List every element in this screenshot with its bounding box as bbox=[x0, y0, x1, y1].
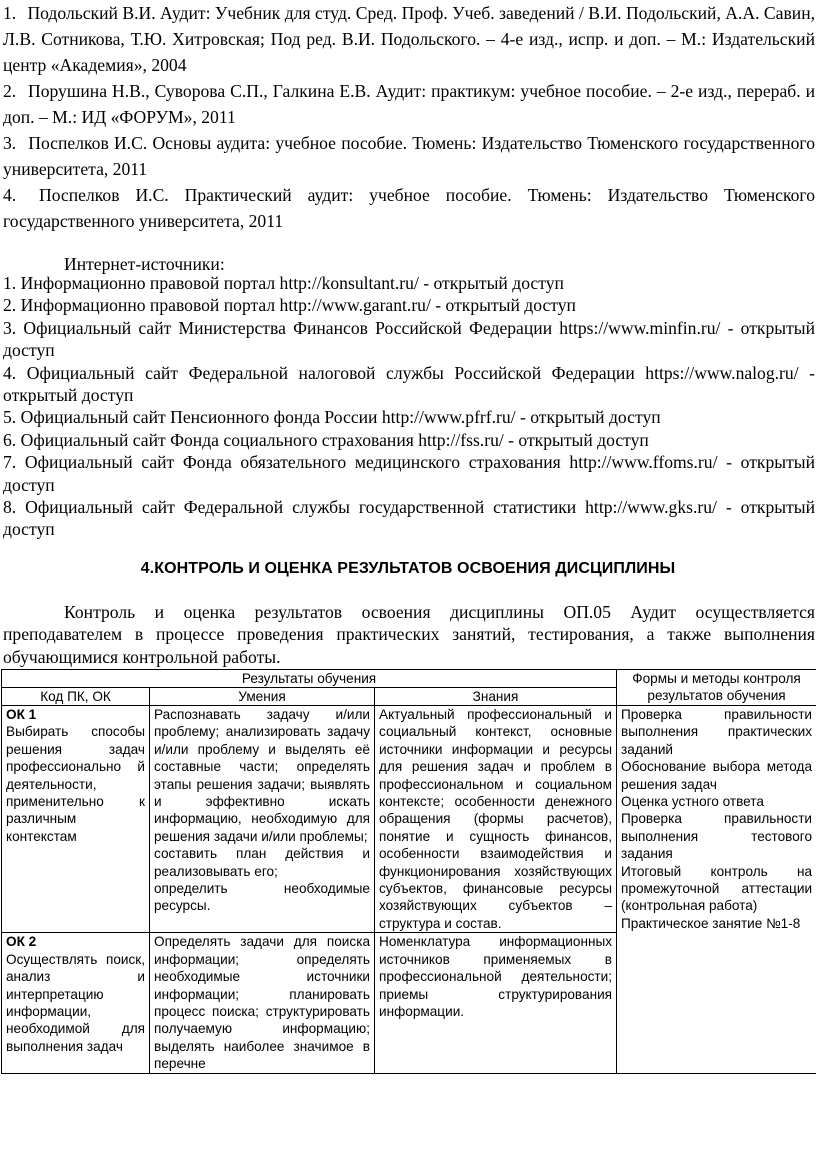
section-heading: 4.КОНТРОЛЬ И ОЦЕНКА РЕЗУЛЬТАТОВ ОСВОЕНИЯ ДИСЦИПЛИНЫ bbox=[140, 560, 676, 577]
competency-description: Осуществлять поиск, анализ и интерпретацию информации, необходимой для выполнения задач bbox=[6, 951, 145, 1054]
form-item: Оценка устного ответа bbox=[621, 794, 764, 810]
header-forms: Формы и методы контроля результатов обучения bbox=[617, 670, 816, 706]
form-item: Проверка правильности выполнения тестового задания bbox=[621, 811, 813, 862]
header-skills: Умения bbox=[150, 688, 375, 706]
internet-source-item: 4. Официальный сайт Федеральной налоговой службы Российской Федерации https://www.nalog.ru/ - открытый доступ bbox=[3, 362, 815, 406]
skills-cell: Распознавать задачу и/или проблему; анализировать задачу и/или проблему и выделять её составные части; определять этапы решения задачи; выявлять и эффективно искать информацию, необходимую для решения задачи и/или проблемы; составить план действия и реализовывать его; определить необходимые ресурсы. bbox=[150, 706, 375, 933]
competency-code: ОК 2 bbox=[6, 934, 37, 950]
form-item: Итоговый контроль на промежуточной аттестации (контрольная работа) bbox=[621, 863, 813, 914]
internet-source-item: 3. Официальный сайт Министерства Финансов Российской Федерации https://www.minfin.ru/ - открытый доступ bbox=[3, 317, 815, 361]
reference-list bbox=[3, 0, 815, 234]
internet-source-item: 1. Информационно правовой портал http://konsultant.ru/ - открытый доступ bbox=[3, 273, 564, 293]
table-header-row bbox=[2, 670, 816, 688]
reference-item: 4. Поспелков И.С. Практический аудит: учебное пособие. Тюмень: Издательство Тюменского государственного университета, 2011 bbox=[3, 185, 815, 231]
knowledge-cell: Актуальный профессиональный и социальный контекст, основные источники информации и ресурсы для решения задач и проблем в профессиональном и социальном контексте; особенности денежного обращения (формы расчетов), понятие и сущность финансов, особенности взаимодействия и функционирования хозяйствующих субъектов, финансовые ресурсы хозяйствующих субъектов – структура и состав. bbox=[375, 706, 617, 933]
header-results: Результаты обучения bbox=[2, 670, 617, 688]
competency-code: ОК 1 bbox=[6, 707, 37, 722]
internet-source-item: 5. Официальный сайт Пенсионного фонда России http://www.pfrf.ru/ - открытый доступ bbox=[3, 407, 661, 428]
code-cell bbox=[2, 706, 150, 933]
reference-item: 2. Порушина Н.В., Суворова С.П., Галкина Е.В. Аудит: практикум: учебное пособие. – 2-е изд., перераб. и доп. – М.: ИД «ФОРУМ», 2011 bbox=[3, 81, 815, 127]
internet-sources-title: Интернет-источники: bbox=[64, 254, 225, 274]
form-item: Практическое занятие №1-8 bbox=[621, 915, 801, 931]
internet-source-item: 8. Официальный сайт Федеральной службы государственной статистики http://www.gks.ru/ - открытый доступ bbox=[3, 497, 815, 540]
forms-cell bbox=[617, 706, 816, 1074]
competency-description: Выбирать способы решения задач профессионально й деятельности, применительно к различным контекстам bbox=[6, 724, 145, 844]
reference-item: 3. Поспелков И.С. Основы аудита: учебное пособие. Тюмень: Издательство Тюменского государственного университета, 2011 bbox=[3, 133, 815, 179]
intro-paragraph: Контроль и оценка результатов освоения дисциплины ОП.05 Аудит осуществляется преподавателем в процессе проведения практических занятий, тестирования, а также выполнения обучающимися контрольной работы. bbox=[3, 602, 815, 667]
form-item: Проверка правильности выполнения практических заданий bbox=[621, 707, 813, 757]
internet-source-list bbox=[3, 272, 815, 541]
header-code: Код ПК, ОК bbox=[2, 688, 150, 706]
code-cell bbox=[2, 933, 150, 1073]
reference-item: 1. Подольский В.И. Аудит: Учебник для студ. Сред. Проф. Учеб. заведений / В.И. Подольский, А.А. Савин, Л.В. Сотникова, Т.Ю. Хитровская; Под ред. В.И. Подольского. – 4-е изд., испр. и доп. – М.: Издательский центр «Академия», 2004 bbox=[3, 3, 816, 75]
internet-source-item: 6. Официальный сайт Фонда социального страхования http://fss.ru/ - открытый доступ bbox=[3, 429, 649, 450]
table-row bbox=[2, 706, 816, 933]
header-knowledge: Знания bbox=[375, 688, 617, 706]
internet-source-item: 7. Официальный сайт Фонда обязательного медицинского страхования http://www.ffoms.ru/ - открытый доступ bbox=[3, 452, 815, 495]
skills-cell: Определять задачи для поиска информации; определять необходимые источники информации; планировать процесс поиска; структурировать получаемую информацию; выделять наиболее значимое в перечне bbox=[150, 933, 375, 1073]
results-table bbox=[1, 669, 816, 1074]
knowledge-cell: Номенклатура информационных источников применяемых в профессиональной деятельности; приемы структурирования информации. bbox=[375, 933, 617, 1073]
form-item: Обоснование выбора метода решения задач bbox=[621, 759, 813, 792]
internet-source-item: 2. Информационно правовой портал http://www.garant.ru/ - открытый доступ bbox=[3, 295, 576, 316]
